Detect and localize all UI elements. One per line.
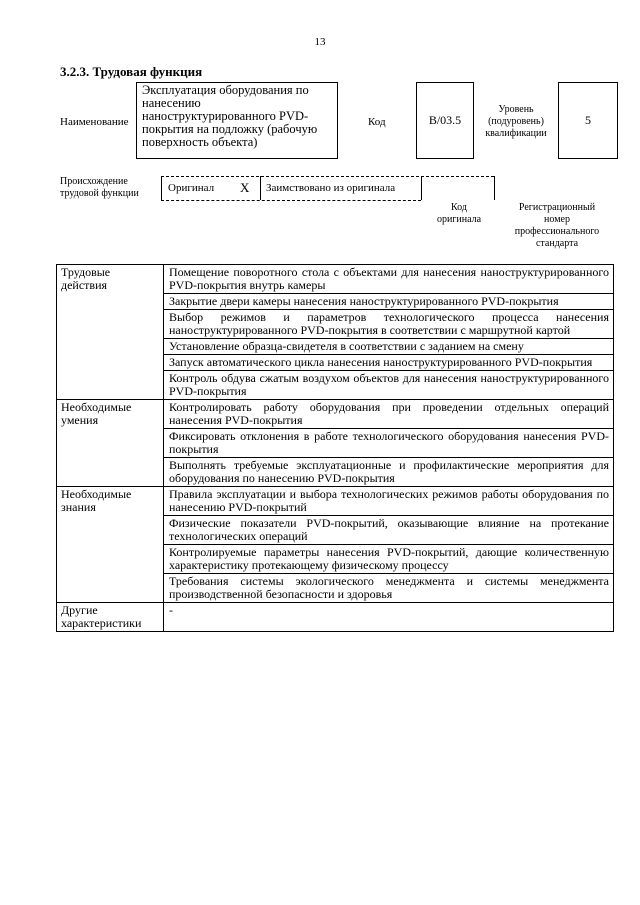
table-cell: Контролируемые параметры нанесения PVD-покрытий, дающие количественную характеристику протекающему физическому процессу [164, 545, 614, 574]
registration-line-2: номер [544, 214, 570, 225]
table-cell: Выполнять требуемые эксплуатационные и профилактические мероприятия для оборудования по нанесению PVD-покрытия [164, 458, 614, 487]
table-cell: - [164, 603, 614, 632]
table-cell: Контролировать работу оборудования при проведении отдельных операций нанесения PVD-покрытия [164, 400, 614, 429]
table-cell: Закрытие двери камеры нанесения наноструктурированного PVD-покрытия [164, 294, 614, 310]
level-label [476, 104, 556, 140]
table-row [57, 487, 614, 516]
table-cell: Требования системы экологического менеджмента и системы менеджмента производственной безопасности и здоровья [164, 574, 614, 603]
code-value-box: B/03.5 [416, 82, 474, 159]
origin-borrowed: Заимствовано из оригинала [266, 182, 396, 194]
code-original-line-2: оригинала [436, 214, 482, 225]
registration-line-1: Регистрационный [518, 202, 596, 213]
registration-line-3: профессионального [514, 226, 600, 237]
origin-label-line-2: трудовой функции [60, 188, 139, 199]
code-original-label [426, 202, 492, 226]
table-cell: Выбор режимов и параметров технологического процесса нанесения наноструктурированного PVD-покрытия в соответствии с маршрутной картой [164, 310, 614, 339]
category-skills: Необходимые умения [57, 400, 164, 487]
table-row [57, 265, 614, 294]
category-other: Другие характеристики [57, 603, 164, 632]
origin-divider-2 [260, 176, 261, 200]
level-label-line-3: квалификации [485, 128, 547, 139]
origin-divider-3 [421, 176, 422, 200]
origin-top-border [161, 176, 494, 177]
registration-line-4: стандарта [535, 238, 579, 249]
origin-label-line-1: Происхождение [60, 176, 128, 187]
function-table [56, 264, 614, 632]
origin-bottom-border [161, 200, 421, 201]
registration-label [500, 202, 614, 250]
name-label: Наименование [60, 116, 129, 128]
code-original-line-1: Код [451, 202, 467, 213]
table-cell: Установление образца-свидетеля в соответствии с заданием на смену [164, 339, 614, 355]
level-label-line-2: (подуровень) [488, 116, 544, 127]
code-label: Код [368, 116, 386, 128]
origin-original: Оригинал [168, 182, 215, 194]
table-cell: Запуск автоматического цикла нанесения наноструктурированного PVD-покрытия [164, 355, 614, 371]
table-row [57, 603, 614, 632]
category-labor-actions: Трудовые действия [57, 265, 164, 400]
page-number: 13 [314, 36, 326, 48]
level-value-box: 5 [558, 82, 618, 159]
table-cell: Фиксировать отклонения в работе технологического оборудования нанесения PVD-покрытия [164, 429, 614, 458]
table-row [57, 400, 614, 429]
table-cell: Контроль обдува сжатым воздухом объектов для нанесения наноструктурированного PVD-покрытия [164, 371, 614, 400]
table-cell: Помещение поворотного стола с объектами для нанесения наноструктурированного PVD-покрытия внутрь камеры [164, 265, 614, 294]
function-name-box: Эксплуатация оборудования по нанесению наноструктурированного PVD-покрытия на подложку (рабочую поверхность объекта) [136, 82, 338, 159]
origin-divider-1 [161, 176, 162, 200]
category-knowledge: Необходимые знания [57, 487, 164, 603]
level-label-line-1: Уровень [498, 104, 534, 115]
section-title: 3.2.3. Трудовая функция [60, 64, 203, 79]
origin-label [60, 176, 139, 200]
origin-mark: X [240, 180, 250, 195]
table-cell: Правила эксплуатации и выбора технологических режимов работы оборудования по нанесению PVD-покрытий [164, 487, 614, 516]
table-cell: Физические показатели PVD-покрытий, оказывающие влияние на протекание технологических операций [164, 516, 614, 545]
origin-divider-4 [494, 176, 495, 200]
